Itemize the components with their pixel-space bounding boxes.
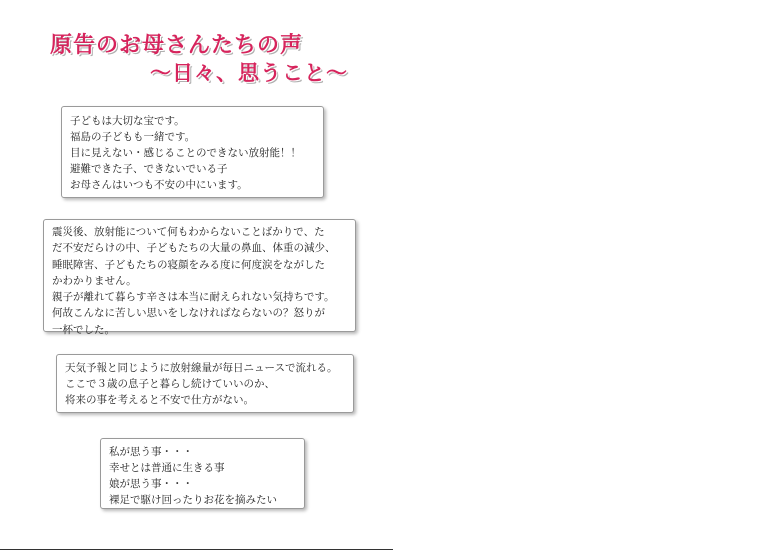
page-title: 原告のお母さんたちの声 [50, 33, 304, 58]
quote-line: 天気予報と同じように放射線量が毎日ニュースで流れる。 [65, 362, 338, 374]
quote-line: ここで３歳の息子と暮らし続けていいのか、 [65, 378, 275, 390]
quote-box-3 [56, 354, 354, 413]
footer-divider [0, 549, 393, 550]
quote-line: 裸足で駆け回ったりお花を摘みたい [109, 494, 277, 506]
quote-line: 目に見えない・感じることのできない放射能！！ [70, 147, 301, 159]
quote-line: 震災後、放射能について何もわからないことばかりで、た [52, 226, 325, 238]
quote-line: お母さんはいつも不安の中にいます。 [70, 179, 248, 191]
quote-line: 親子が離れて暮らす辛さは本当に耐えられない気持ちです。 [52, 291, 335, 304]
quote-line: 何故こんなに苦しい思いをしなければならないの？怒りが [52, 307, 325, 320]
quote-box-2 [43, 219, 356, 336]
page-subtitle: ～日々、思うこと～ [150, 61, 348, 85]
quote-line: 一杯でした。 [52, 323, 115, 336]
quote-line: 将来の事を考えると不安で仕方がない。 [65, 394, 254, 406]
quote-line: 避難できた子、できないでいる子 [70, 163, 228, 175]
quote-box-4 [100, 438, 305, 509]
quote-line: だ不安だらけの中、子どもたちの大量の鼻血、体重の減少、 [52, 242, 336, 255]
quote-line: 子どもは大切な宝です。 [70, 115, 185, 127]
quote-line: 福島の子どもも一緒です。 [70, 131, 196, 143]
quote-line: 幸せとは普通に生きる事 [109, 462, 225, 474]
quote-box-1 [61, 106, 324, 198]
quote-line: 私が思う事・・・ [109, 446, 193, 458]
quote-line: 娘が思う事・・・ [109, 478, 193, 490]
quote-line: 睡眠障害、子どもたちの寝顔をみる度に何度涙をながした [52, 258, 325, 271]
quote-line: かわかりません。 [52, 274, 137, 287]
